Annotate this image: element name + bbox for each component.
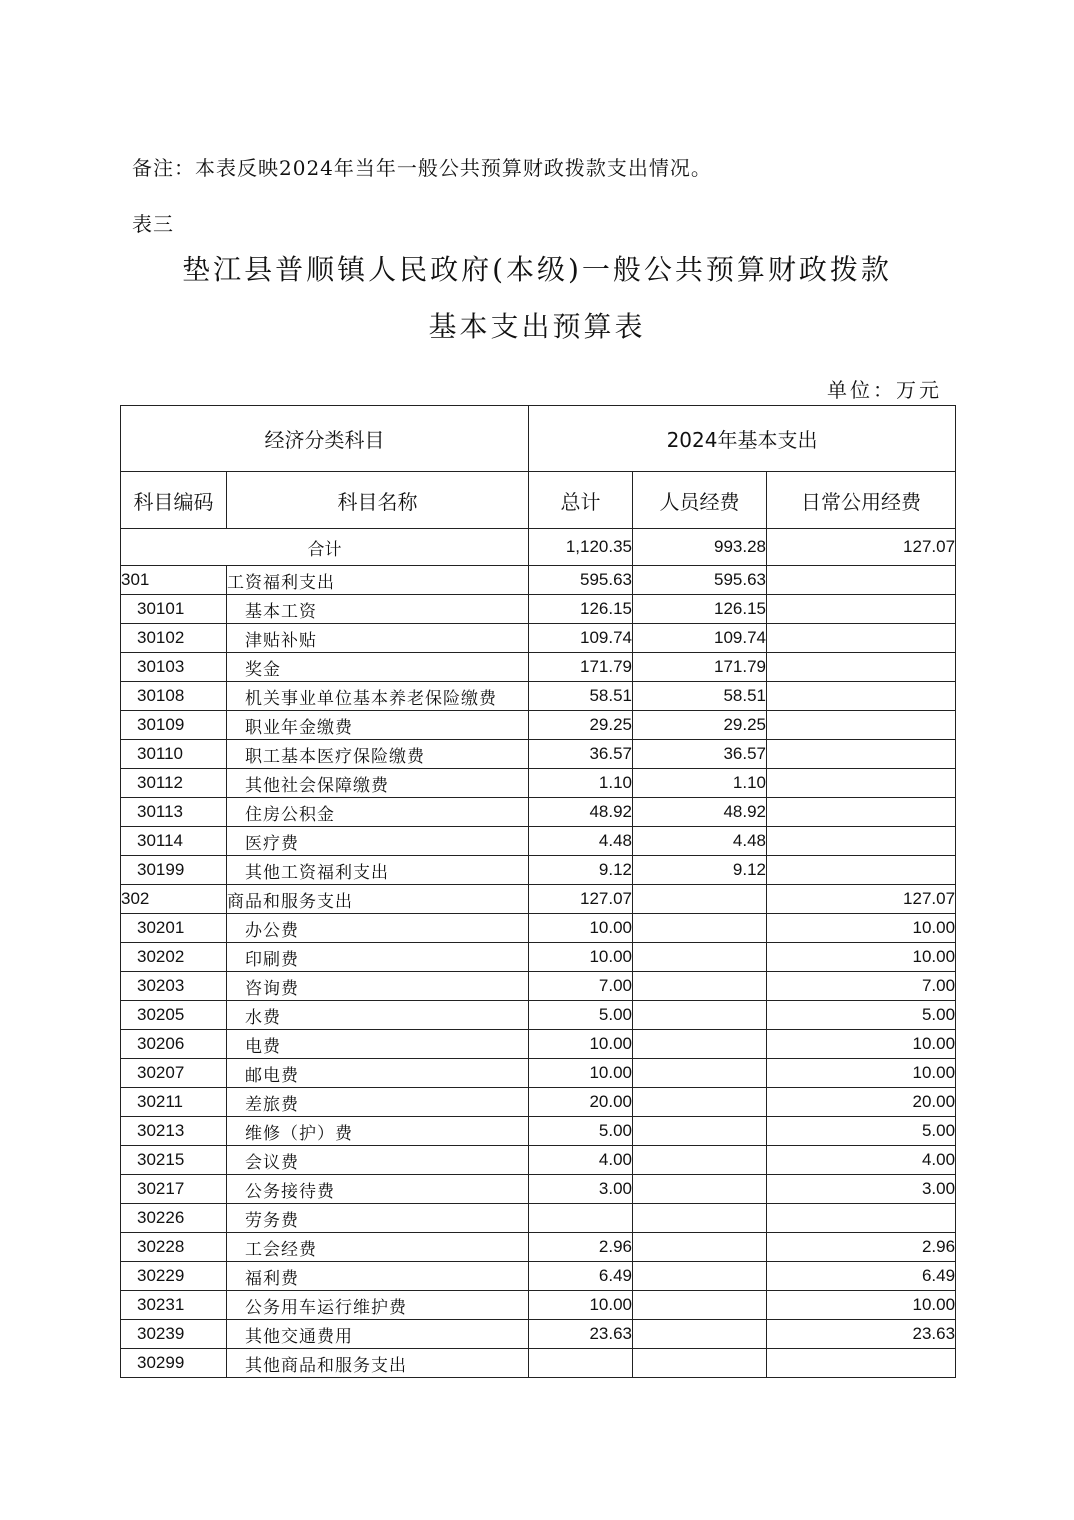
row-name: 咨询费 (227, 972, 529, 1001)
row-code: 30207 (121, 1059, 227, 1088)
row-total: 4.00 (529, 1146, 633, 1175)
row-name: 其他社会保障缴费 (227, 769, 529, 798)
row-code: 302 (121, 885, 227, 914)
table-row (121, 740, 956, 769)
row-personnel: 58.51 (633, 682, 767, 711)
row-total: 127.07 (529, 885, 633, 914)
row-personnel (633, 1291, 767, 1320)
header-row-group (121, 406, 956, 472)
row-public: 6.49 (767, 1262, 956, 1291)
row-public (767, 856, 956, 885)
table-row (121, 798, 956, 827)
row-name: 住房公积金 (227, 798, 529, 827)
table-row (121, 711, 956, 740)
total-label: 合计 (121, 529, 529, 566)
table-row (121, 566, 956, 595)
total-row (121, 529, 956, 566)
row-public (767, 653, 956, 682)
row-code: 301 (121, 566, 227, 595)
budget-table (120, 405, 956, 1378)
row-public: 10.00 (767, 1059, 956, 1088)
row-personnel (633, 914, 767, 943)
row-code: 30201 (121, 914, 227, 943)
row-total: 595.63 (529, 566, 633, 595)
row-total: 10.00 (529, 914, 633, 943)
row-total: 2.96 (529, 1233, 633, 1262)
row-personnel (633, 972, 767, 1001)
table-row (121, 1030, 956, 1059)
table-row (121, 682, 956, 711)
row-public: 20.00 (767, 1088, 956, 1117)
header-personnel: 人员经费 (633, 472, 767, 529)
table-row (121, 1146, 956, 1175)
total-total: 1,120.35 (529, 529, 633, 566)
row-public (767, 566, 956, 595)
table-row (121, 972, 956, 1001)
total-personnel: 993.28 (633, 529, 767, 566)
row-public: 10.00 (767, 1030, 956, 1059)
row-personnel: 36.57 (633, 740, 767, 769)
row-personnel (633, 1320, 767, 1349)
row-total: 10.00 (529, 1059, 633, 1088)
row-personnel (633, 1262, 767, 1291)
table-row (121, 769, 956, 798)
row-code: 30109 (121, 711, 227, 740)
row-name: 办公费 (227, 914, 529, 943)
row-code: 30114 (121, 827, 227, 856)
header-total: 总计 (529, 472, 633, 529)
row-public: 2.96 (767, 1233, 956, 1262)
row-total: 36.57 (529, 740, 633, 769)
table-row (121, 827, 956, 856)
row-personnel (633, 1146, 767, 1175)
row-total: 58.51 (529, 682, 633, 711)
row-total: 48.92 (529, 798, 633, 827)
row-code: 30211 (121, 1088, 227, 1117)
row-personnel (633, 1117, 767, 1146)
row-personnel: 48.92 (633, 798, 767, 827)
row-total: 4.48 (529, 827, 633, 856)
row-personnel (633, 1204, 767, 1233)
row-total (529, 1204, 633, 1233)
row-code: 30205 (121, 1001, 227, 1030)
table-row (121, 624, 956, 653)
row-name: 商品和服务支出 (227, 885, 529, 914)
row-code: 30112 (121, 769, 227, 798)
table-row (121, 1233, 956, 1262)
row-total: 10.00 (529, 1291, 633, 1320)
table-row (121, 1320, 956, 1349)
row-total: 5.00 (529, 1001, 633, 1030)
row-personnel: 29.25 (633, 711, 767, 740)
header-row-columns (121, 472, 956, 529)
row-code: 30113 (121, 798, 227, 827)
table-row (121, 914, 956, 943)
row-code: 30110 (121, 740, 227, 769)
row-personnel (633, 1059, 767, 1088)
table-row (121, 1204, 956, 1233)
row-code: 30239 (121, 1320, 227, 1349)
row-code: 30103 (121, 653, 227, 682)
row-code: 30203 (121, 972, 227, 1001)
unit-label: 单位：万元 (827, 378, 942, 402)
row-personnel (633, 1001, 767, 1030)
header-name: 科目名称 (227, 472, 529, 529)
table-row (121, 1175, 956, 1204)
row-code: 30108 (121, 682, 227, 711)
row-name: 会议费 (227, 1146, 529, 1175)
table-row (121, 856, 956, 885)
row-public: 5.00 (767, 1117, 956, 1146)
row-public: 23.63 (767, 1320, 956, 1349)
table-row (121, 1117, 956, 1146)
row-code: 30299 (121, 1349, 227, 1378)
row-code: 30231 (121, 1291, 227, 1320)
row-personnel (633, 943, 767, 972)
table-row (121, 1349, 956, 1378)
document-title-line2: 基本支出预算表 (428, 310, 646, 343)
header-category: 经济分类科目 (121, 406, 529, 472)
row-personnel (633, 1175, 767, 1204)
row-public: 5.00 (767, 1001, 956, 1030)
row-code: 30202 (121, 943, 227, 972)
row-code: 30229 (121, 1262, 227, 1291)
table-row (121, 885, 956, 914)
row-personnel (633, 885, 767, 914)
row-public (767, 740, 956, 769)
row-total: 29.25 (529, 711, 633, 740)
row-public: 10.00 (767, 943, 956, 972)
row-code: 30217 (121, 1175, 227, 1204)
row-total: 10.00 (529, 943, 633, 972)
table-note: 备注：本表反映2024年当年一般公共预算财政拨款支出情况。 (132, 156, 712, 180)
row-name: 其他工资福利支出 (227, 856, 529, 885)
row-total: 5.00 (529, 1117, 633, 1146)
row-public: 3.00 (767, 1175, 956, 1204)
row-total: 6.49 (529, 1262, 633, 1291)
row-personnel (633, 1030, 767, 1059)
row-code: 30199 (121, 856, 227, 885)
row-total: 23.63 (529, 1320, 633, 1349)
row-public (767, 827, 956, 856)
row-total: 7.00 (529, 972, 633, 1001)
table-row (121, 943, 956, 972)
row-name: 印刷费 (227, 943, 529, 972)
row-public (767, 711, 956, 740)
row-name: 津贴补贴 (227, 624, 529, 653)
row-public (767, 1349, 956, 1378)
row-name: 邮电费 (227, 1059, 529, 1088)
table-label: 表三 (132, 212, 174, 236)
document-title-line1: 垫江县普顺镇人民政府(本级)一般公共预算财政拨款 (182, 253, 892, 286)
row-personnel: 9.12 (633, 856, 767, 885)
row-name: 福利费 (227, 1262, 529, 1291)
row-total: 20.00 (529, 1088, 633, 1117)
row-personnel: 4.48 (633, 827, 767, 856)
row-total: 171.79 (529, 653, 633, 682)
row-total (529, 1349, 633, 1378)
row-code: 30215 (121, 1146, 227, 1175)
header-year-basic: 2024年基本支出 (529, 406, 956, 472)
table-row (121, 1001, 956, 1030)
row-name: 工资福利支出 (227, 566, 529, 595)
row-name: 工会经费 (227, 1233, 529, 1262)
row-public: 10.00 (767, 1291, 956, 1320)
row-name: 其他商品和服务支出 (227, 1349, 529, 1378)
row-personnel: 1.10 (633, 769, 767, 798)
row-name: 维修（护）费 (227, 1117, 529, 1146)
row-public: 7.00 (767, 972, 956, 1001)
row-public: 10.00 (767, 914, 956, 943)
row-public: 127.07 (767, 885, 956, 914)
row-name: 机关事业单位基本养老保险缴费 (227, 682, 529, 711)
row-name: 差旅费 (227, 1088, 529, 1117)
row-code: 30102 (121, 624, 227, 653)
row-name: 劳务费 (227, 1204, 529, 1233)
row-total: 9.12 (529, 856, 633, 885)
header-code: 科目编码 (121, 472, 227, 529)
row-total: 10.00 (529, 1030, 633, 1059)
row-personnel (633, 1233, 767, 1262)
row-total: 126.15 (529, 595, 633, 624)
row-personnel (633, 1088, 767, 1117)
header-public: 日常公用经费 (767, 472, 956, 529)
row-name: 医疗费 (227, 827, 529, 856)
table-row (121, 653, 956, 682)
row-name: 职业年金缴费 (227, 711, 529, 740)
row-code: 30101 (121, 595, 227, 624)
row-personnel: 171.79 (633, 653, 767, 682)
row-personnel (633, 1349, 767, 1378)
row-public: 4.00 (767, 1146, 956, 1175)
row-code: 30206 (121, 1030, 227, 1059)
table-row (121, 1059, 956, 1088)
row-public (767, 798, 956, 827)
row-code: 30226 (121, 1204, 227, 1233)
row-name: 水费 (227, 1001, 529, 1030)
row-code: 30228 (121, 1233, 227, 1262)
total-public: 127.07 (767, 529, 956, 566)
table-row (121, 1262, 956, 1291)
table-row (121, 1088, 956, 1117)
row-total: 1.10 (529, 769, 633, 798)
row-personnel: 595.63 (633, 566, 767, 595)
row-public (767, 682, 956, 711)
row-name: 职工基本医疗保险缴费 (227, 740, 529, 769)
table-row (121, 595, 956, 624)
row-name: 基本工资 (227, 595, 529, 624)
row-public (767, 1204, 956, 1233)
table-row (121, 1291, 956, 1320)
row-name: 奖金 (227, 653, 529, 682)
row-name: 其他交通费用 (227, 1320, 529, 1349)
row-total: 109.74 (529, 624, 633, 653)
row-name: 电费 (227, 1030, 529, 1059)
row-name: 公务用车运行维护费 (227, 1291, 529, 1320)
row-personnel: 109.74 (633, 624, 767, 653)
row-public (767, 595, 956, 624)
row-personnel: 126.15 (633, 595, 767, 624)
row-name: 公务接待费 (227, 1175, 529, 1204)
row-public (767, 624, 956, 653)
row-total: 3.00 (529, 1175, 633, 1204)
row-public (767, 769, 956, 798)
row-code: 30213 (121, 1117, 227, 1146)
